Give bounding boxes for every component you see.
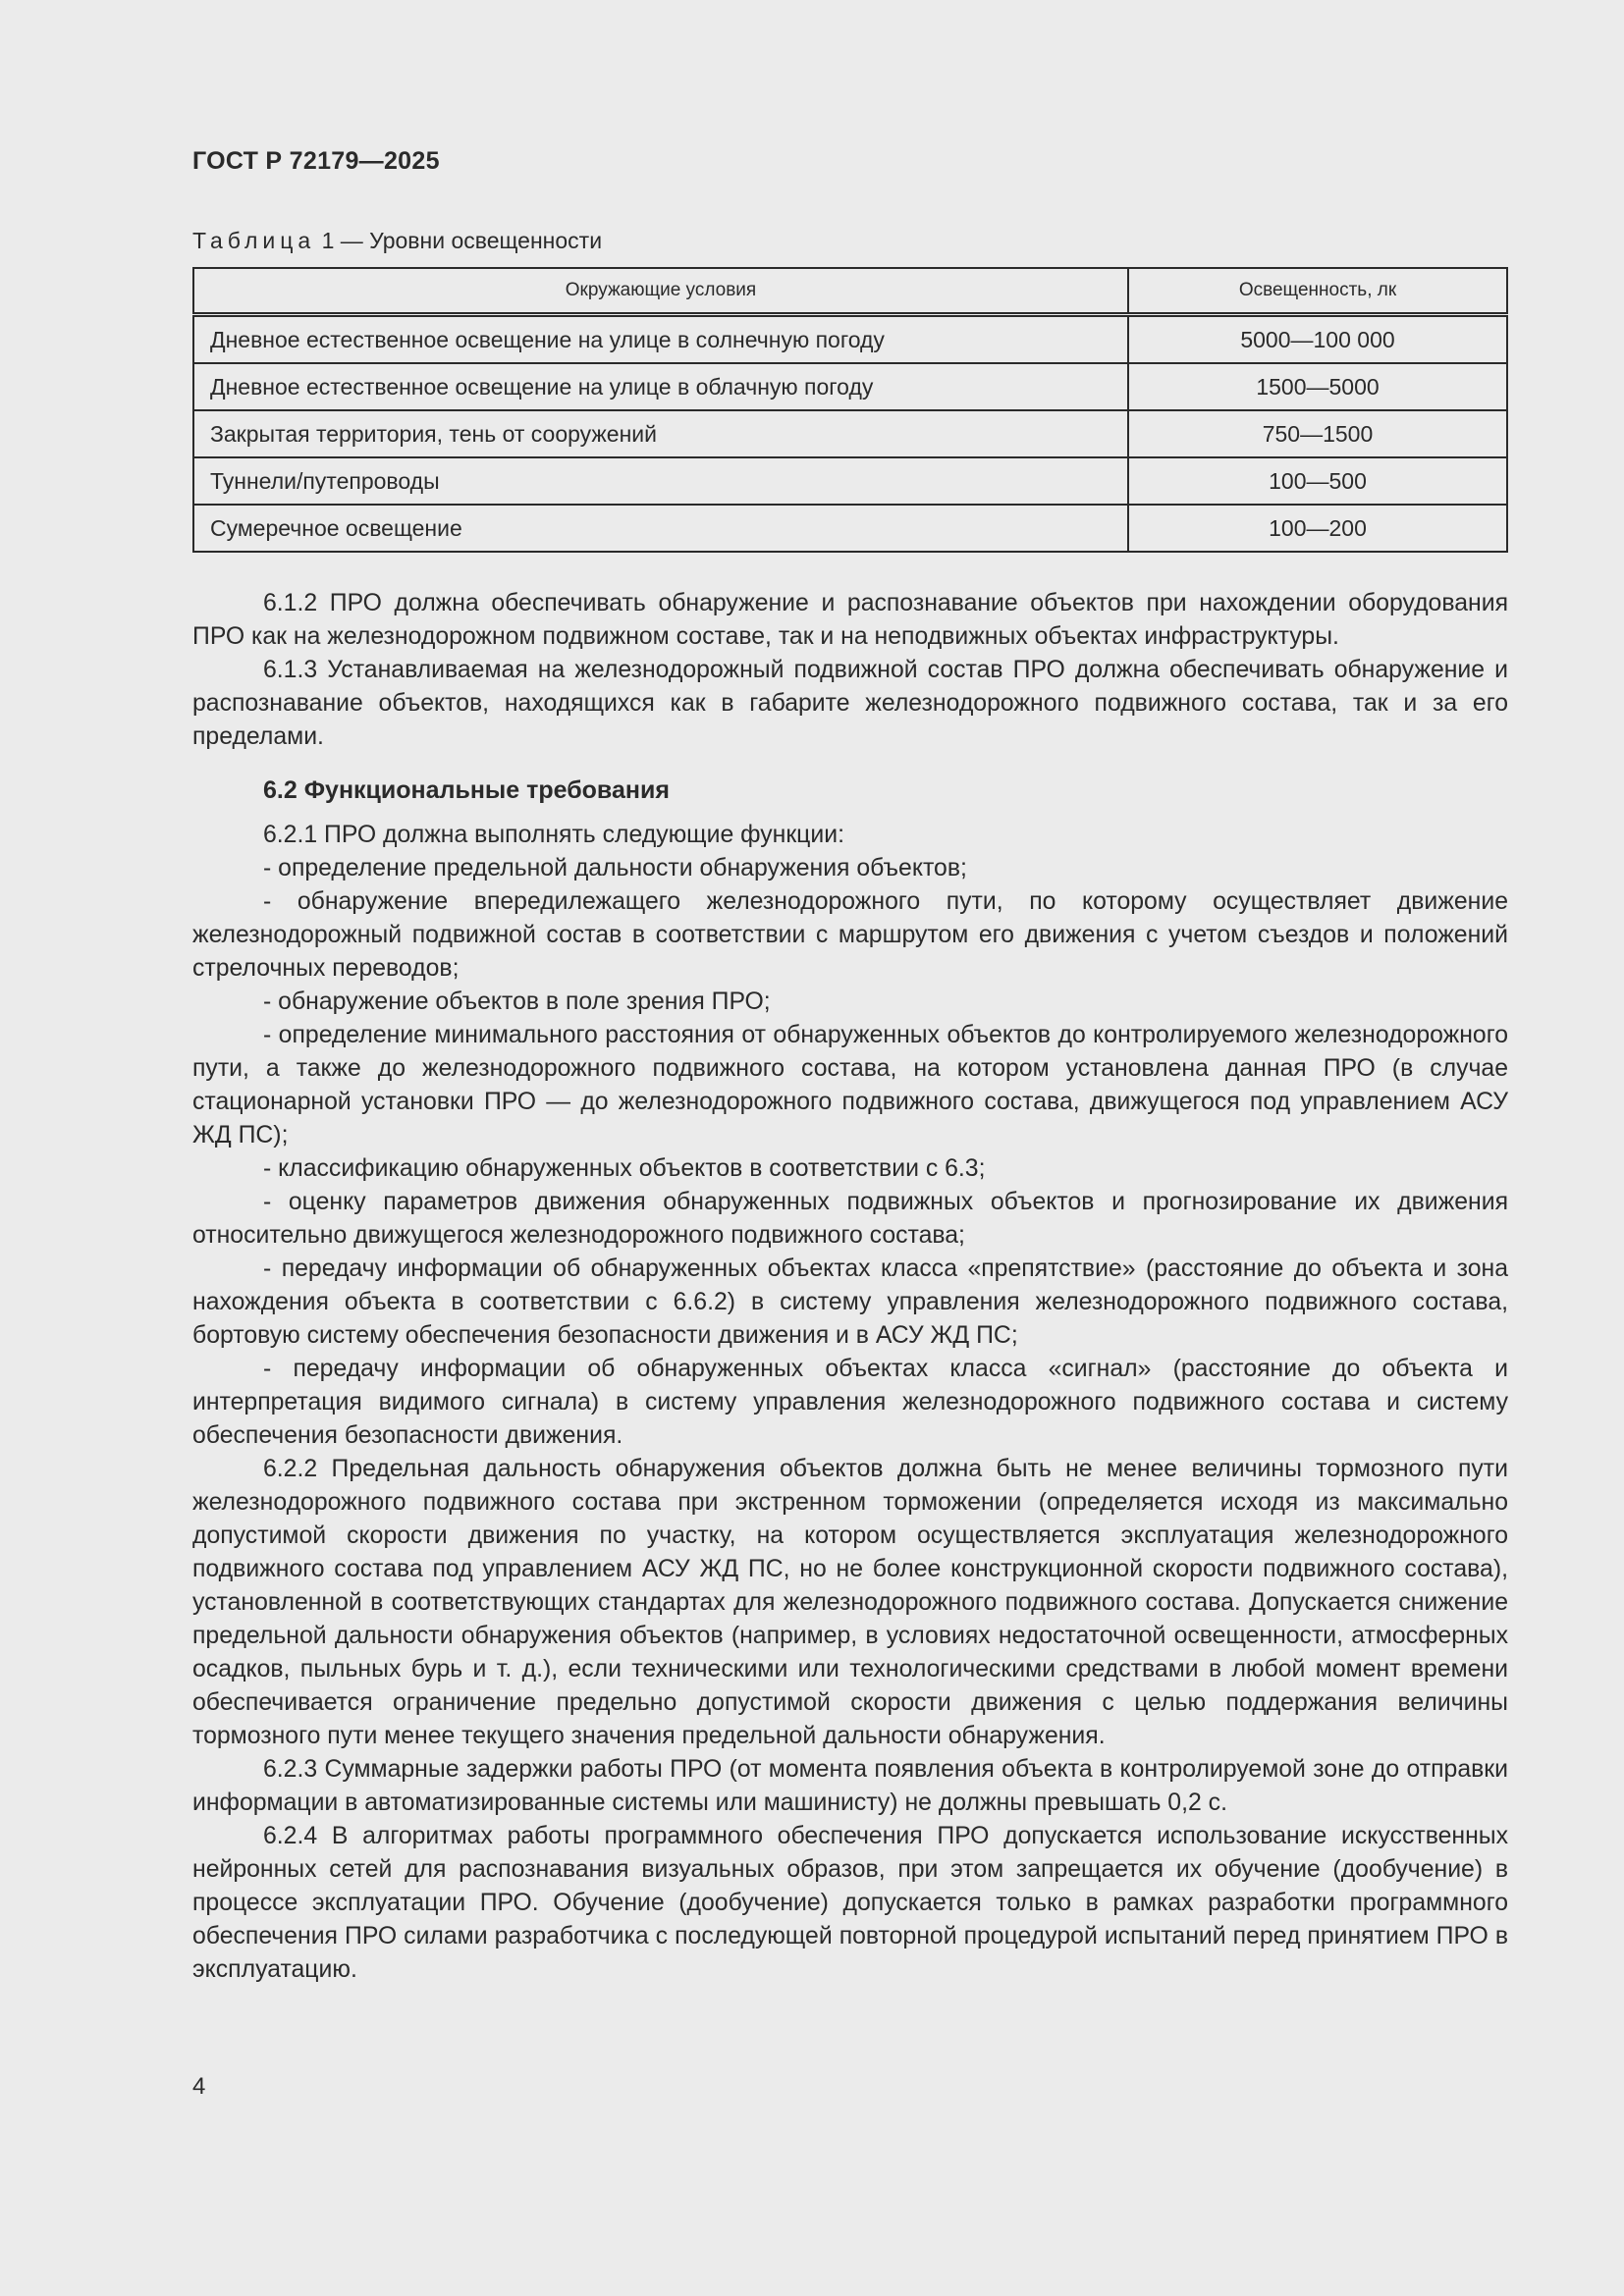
list-item: - классификацию обнаруженных объектов в соответствии с 6.3;: [263, 1155, 986, 1182]
list-item: - определение минимального расстояния от обнаруженных объектов до контролируемого железнодорожного пути, а также до железнодорожного подвижного состава, на котором установлена данная ПРО (в случае стационарной установки ПРО — до железнодорожного подвижного состава, движущегося под управлением АСУ ЖД ПС);: [192, 1022, 1508, 1148]
paragraph-6-2-4: 6.2.4 В алгоритмах работы программного обеспечения ПРО допускается использование искусственных нейронных сетей для распознавания визуальных образов, при этом запрещается их обучение (дообучение) в процессе эксплуатации ПРО. Обучение (дообучение) допускается только в рамках разработки программного обеспечения ПРО силами разработчика с последующей повторной процедурой испытаний перед принятием ПРО в эксплуатацию.: [192, 1823, 1508, 1983]
illumination-table: [192, 267, 1508, 553]
paragraph-6-2-2: 6.2.2 Предельная дальность обнаружения объектов должна быть не менее величины тормозного пути железнодорожного подвижного состава при экстренном торможении (определяется исходя из максимально допустимой скорости движения по участку, на котором осуществляется эксплуатация железнодорожного подвижного состава под управлением АСУ ЖД ПС, но не более конструкционной скорости подвижного состава), установленной в соответствующих стандартах для железнодорожного подвижного состава. Допускается снижение предельной дальности обнаружения объектов (например, в условиях недостаточной освещенности, атмосферных осадков, пыльных бурь и т. д.), если техническими или технологическими средствами в любой момент времени обеспечивается ограничение предельно допустимой скорости движения с целью поддержания величины тормозного пути менее текущего значения предельной дальности обнаружения.: [192, 1456, 1508, 1749]
table-cell: 750—1500: [1128, 410, 1507, 457]
page-number: 4: [192, 2073, 206, 2100]
table-row: [193, 363, 1507, 410]
list-item: - обнаружение объектов в поле зрения ПРО;: [263, 988, 771, 1015]
list-item: - обнаружение впередилежащего железнодорожного пути, по которому осуществляет движение железнодорожный подвижной состав в соответствии с маршрутом его движения с учетом съездов и положений стрелочных переводов;: [192, 888, 1508, 982]
paragraph-6-2-3: 6.2.3 Суммарные задержки работы ПРО (от момента появления объекта в контролируемой зоне до отправки информации в автоматизированные системы или машинисту) не должны превышать 0,2 с.: [192, 1756, 1508, 1816]
column-header: Окружающие условия: [193, 268, 1128, 315]
table-cell: Дневное естественное освещение на улице в облачную погоду: [193, 363, 1128, 410]
table-header-row: [193, 268, 1507, 315]
paragraph-6-1-3: 6.1.3 Устанавливаемая на железнодорожный подвижной состав ПРО должна обеспечивать обнаружение и распознавание объектов, находящихся как в габарите железнодорожного подвижного состава, так и за его пределами.: [192, 657, 1508, 750]
table-cell: Туннели/путепроводы: [193, 457, 1128, 505]
table-cell: 100—200: [1128, 505, 1507, 552]
table-row: [193, 505, 1507, 552]
table-cell: Закрытая территория, тень от сооружений: [193, 410, 1128, 457]
document-header: ГОСТ Р 72179—2025: [192, 147, 440, 175]
column-header: Освещенность, лк: [1128, 268, 1507, 315]
list-item: - оценку параметров движения обнаруженных подвижных объектов и прогнозирование их движения относительно движущегося железнодорожного подвижного состава;: [192, 1189, 1508, 1249]
table-row: [193, 410, 1507, 457]
table-cell: 5000—100 000: [1128, 315, 1507, 364]
table-row: [193, 315, 1507, 364]
table-caption-label: Таблица: [192, 228, 316, 253]
table-cell: Сумеречное освещение: [193, 505, 1128, 552]
table-cell: 100—500: [1128, 457, 1507, 505]
list-item: - передачу информации об обнаруженных объектах класса «препятствие» (расстояние до объекта и зона нахождения объекта в соответствии с 6.6.2) в систему управления железнодорожного подвижного состава, бортовую систему обеспечения безопасности движения и в АСУ ЖД ПС;: [192, 1255, 1508, 1349]
table-cell: Дневное естественное освещение на улице в солнечную погоду: [193, 315, 1128, 364]
section-heading-6-2: 6.2 Функциональные требования: [263, 776, 670, 804]
table-row: [193, 457, 1507, 505]
list-item: - передачу информации об обнаруженных объектах класса «сигнал» (расстояние до объекта и интерпретация видимого сигнала) в систему управления железнодорожного подвижного состава и систему обеспечения безопасности движения.: [192, 1356, 1508, 1449]
document-body: [192, 587, 1508, 1987]
table-cell: 1500—5000: [1128, 363, 1507, 410]
paragraph-6-2-1: 6.2.1 ПРО должна выполнять следующие функции:: [263, 822, 844, 848]
table-caption: [192, 228, 602, 254]
table-caption-title: 1 — Уровни освещенности: [315, 228, 603, 253]
paragraph-6-1-2: 6.1.2 ПРО должна обеспечивать обнаружение и распознавание объектов при нахождении оборудования ПРО как на железнодорожном подвижном составе, так и на неподвижных объектах инфраструктуры.: [192, 590, 1508, 650]
list-item: - определение предельной дальности обнаружения объектов;: [263, 855, 967, 881]
